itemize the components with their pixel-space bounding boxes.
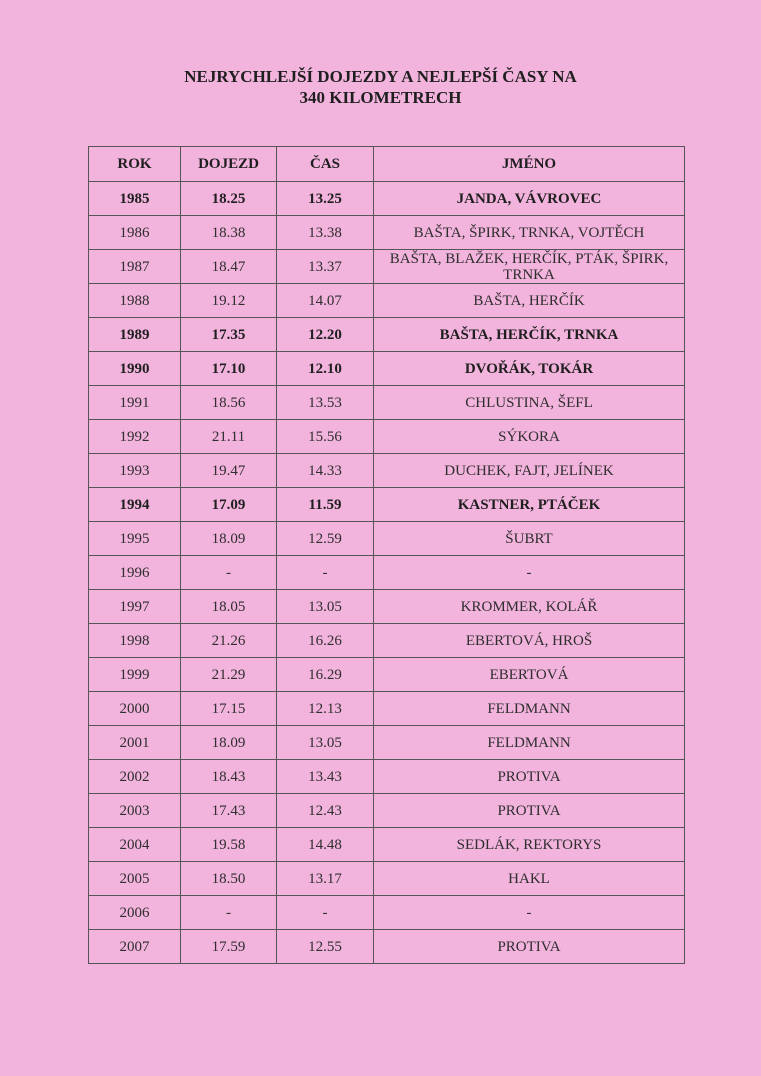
cell-cas: 12.59 — [277, 522, 374, 556]
cell-cas: 14.33 — [277, 454, 374, 488]
cell-jmeno: JANDA, VÁVROVEC — [374, 182, 685, 216]
table-row — [89, 726, 685, 760]
cell-dojezd: 18.09 — [181, 726, 277, 760]
table-row — [89, 386, 685, 420]
cell-jmeno: PROTIVA — [374, 794, 685, 828]
cell-rok: 1988 — [89, 284, 181, 318]
cell-dojezd: 18.47 — [181, 250, 277, 284]
table-row — [89, 828, 685, 862]
cell-dojezd: - — [181, 896, 277, 930]
cell-cas: 14.48 — [277, 828, 374, 862]
cell-cas: - — [277, 896, 374, 930]
table-row — [89, 318, 685, 352]
cell-jmeno: BAŠTA, HERČÍK, TRNKA — [374, 318, 685, 352]
header-dojezd: DOJEZD — [181, 147, 277, 182]
table-row — [89, 556, 685, 590]
table-row — [89, 624, 685, 658]
cell-jmeno: - — [374, 556, 685, 590]
cell-dojezd: 18.56 — [181, 386, 277, 420]
cell-cas: 13.38 — [277, 216, 374, 250]
cell-jmeno: FELDMANN — [374, 726, 685, 760]
header-jmeno: JMÉNO — [374, 147, 685, 182]
cell-dojezd: 17.35 — [181, 318, 277, 352]
cell-rok: 1998 — [89, 624, 181, 658]
table-row — [89, 216, 685, 250]
cell-dojezd: 19.58 — [181, 828, 277, 862]
cell-dojezd: 18.05 — [181, 590, 277, 624]
table-row — [89, 692, 685, 726]
cell-cas: 13.37 — [277, 250, 374, 284]
cell-cas: 12.43 — [277, 794, 374, 828]
cell-jmeno: PROTIVA — [374, 930, 685, 964]
cell-rok: 2003 — [89, 794, 181, 828]
cell-rok: 1993 — [89, 454, 181, 488]
cell-cas: 14.07 — [277, 284, 374, 318]
cell-rok: 2002 — [89, 760, 181, 794]
cell-jmeno: BAŠTA, ŠPIRK, TRNKA, VOJTĚCH — [374, 216, 685, 250]
cell-jmeno: CHLUSTINA, ŠEFL — [374, 386, 685, 420]
cell-jmeno: HAKL — [374, 862, 685, 896]
table-row — [89, 284, 685, 318]
cell-jmeno: SEDLÁK, REKTORYS — [374, 828, 685, 862]
cell-cas: 11.59 — [277, 488, 374, 522]
results-table — [88, 146, 685, 964]
cell-rok: 1992 — [89, 420, 181, 454]
cell-dojezd: 17.43 — [181, 794, 277, 828]
table-row — [89, 488, 685, 522]
cell-rok: 1990 — [89, 352, 181, 386]
cell-cas: 13.25 — [277, 182, 374, 216]
cell-rok: 1985 — [89, 182, 181, 216]
cell-cas: - — [277, 556, 374, 590]
cell-cas: 16.26 — [277, 624, 374, 658]
cell-dojezd: 18.25 — [181, 182, 277, 216]
cell-jmeno: EBERTOVÁ — [374, 658, 685, 692]
table-row — [89, 522, 685, 556]
cell-dojezd: - — [181, 556, 277, 590]
table-row — [89, 930, 685, 964]
cell-cas: 12.55 — [277, 930, 374, 964]
cell-cas: 15.56 — [277, 420, 374, 454]
cell-cas: 13.53 — [277, 386, 374, 420]
cell-dojezd: 17.59 — [181, 930, 277, 964]
cell-jmeno: BAŠTA, BLAŽEK, HERČÍK, PTÁK, ŠPIRK, TRNKA — [374, 250, 685, 284]
table-row — [89, 352, 685, 386]
table-row — [89, 590, 685, 624]
cell-dojezd: 18.38 — [181, 216, 277, 250]
cell-cas: 13.17 — [277, 862, 374, 896]
cell-dojezd: 17.10 — [181, 352, 277, 386]
cell-dojezd: 17.09 — [181, 488, 277, 522]
cell-cas: 12.10 — [277, 352, 374, 386]
cell-jmeno: KASTNER, PTÁČEK — [374, 488, 685, 522]
cell-jmeno: KROMMER, KOLÁŘ — [374, 590, 685, 624]
cell-rok: 2004 — [89, 828, 181, 862]
cell-dojezd: 17.15 — [181, 692, 277, 726]
cell-dojezd: 21.11 — [181, 420, 277, 454]
cell-jmeno: PROTIVA — [374, 760, 685, 794]
title-line-1: NEJRYCHLEJŠÍ DOJEZDY A NEJLEPŠÍ ČASY NA — [184, 67, 577, 86]
table-row — [89, 794, 685, 828]
header-row — [89, 147, 685, 182]
cell-rok: 1986 — [89, 216, 181, 250]
cell-rok: 1996 — [89, 556, 181, 590]
cell-cas: 13.05 — [277, 590, 374, 624]
cell-dojezd: 19.47 — [181, 454, 277, 488]
cell-dojezd: 21.29 — [181, 658, 277, 692]
cell-rok: 2005 — [89, 862, 181, 896]
table-row — [89, 896, 685, 930]
cell-jmeno: DUCHEK, FAJT, JELÍNEK — [374, 454, 685, 488]
cell-dojezd: 18.43 — [181, 760, 277, 794]
table-row — [89, 658, 685, 692]
table-row — [89, 250, 685, 284]
cell-jmeno: FELDMANN — [374, 692, 685, 726]
cell-jmeno: EBERTOVÁ, HROŠ — [374, 624, 685, 658]
cell-cas: 13.43 — [277, 760, 374, 794]
cell-rok: 1989 — [89, 318, 181, 352]
cell-dojezd: 21.26 — [181, 624, 277, 658]
cell-rok: 2007 — [89, 930, 181, 964]
cell-dojezd: 19.12 — [181, 284, 277, 318]
table-row — [89, 454, 685, 488]
cell-jmeno: DVOŘÁK, TOKÁR — [374, 352, 685, 386]
cell-jmeno: BAŠTA, HERČÍK — [374, 284, 685, 318]
cell-rok: 1997 — [89, 590, 181, 624]
cell-cas: 12.13 — [277, 692, 374, 726]
cell-rok: 2001 — [89, 726, 181, 760]
cell-jmeno: - — [374, 896, 685, 930]
page-title — [0, 66, 761, 108]
table-row — [89, 760, 685, 794]
header-rok: ROK — [89, 147, 181, 182]
cell-rok: 2006 — [89, 896, 181, 930]
cell-dojezd: 18.50 — [181, 862, 277, 896]
cell-rok: 1991 — [89, 386, 181, 420]
cell-cas: 12.20 — [277, 318, 374, 352]
cell-rok: 1987 — [89, 250, 181, 284]
cell-rok: 1994 — [89, 488, 181, 522]
table-row — [89, 420, 685, 454]
cell-rok: 2000 — [89, 692, 181, 726]
table-row — [89, 182, 685, 216]
table-row — [89, 862, 685, 896]
title-line-2: 340 KILOMETRECH — [299, 88, 462, 107]
header-cas: ČAS — [277, 147, 374, 182]
cell-dojezd: 18.09 — [181, 522, 277, 556]
cell-cas: 13.05 — [277, 726, 374, 760]
cell-rok: 1995 — [89, 522, 181, 556]
cell-cas: 16.29 — [277, 658, 374, 692]
cell-jmeno: SÝKORA — [374, 420, 685, 454]
cell-rok: 1999 — [89, 658, 181, 692]
cell-jmeno: ŠUBRT — [374, 522, 685, 556]
